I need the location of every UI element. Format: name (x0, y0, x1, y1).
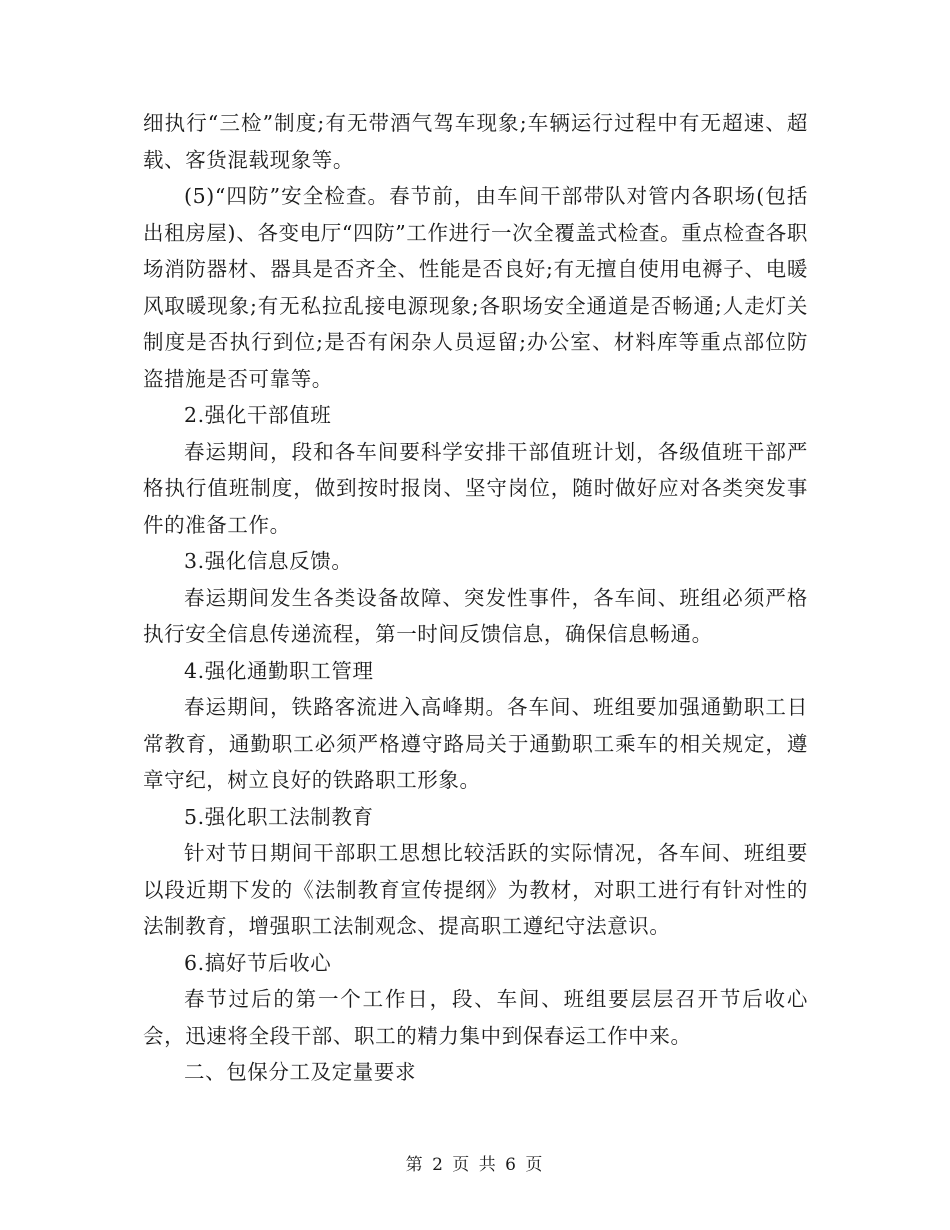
heading-commuter-management: 4.强化通勤职工管理 (184, 658, 374, 683)
paragraph-post-holiday: 春节过后的第一个工作日，段、车间、班组要层层召开节后收心会，迅速将全段干部、职工的精力集中到保春运工作中来。 (143, 987, 808, 1048)
paragraph-four-prevention-check: (5)“四防”安全检查。春节前，由车间干部带队对管内各职场(包括出租房屋)、各变电厅“四防”工作进行一次全覆盖式检查。重点检查各职场消防器材、器具是否齐全、性能是否良好;有无擅自使用电褥子、电暖风取暖现象;有无私拉乱接电源现象;各职场安全通道是否畅通;人走灯关制度是否执行到位;是否有闲杂人员逗留;办公室、材料库等重点部位防盗措施是否可靠等。 (143, 184, 808, 391)
paragraph-info-feedback: 春运期间发生各类设备故障、突发性事件，各车间、班组必须严格执行安全信息传递流程，第一时间反馈信息，确保信息畅通。 (143, 585, 808, 646)
paragraph-cadre-duty: 春运期间，段和各车间要科学安排干部值班计划，各级值班干部严格执行值班制度，做到按时报岗、坚守岗位，随时做好应对各类突发事件的准备工作。 (143, 439, 808, 537)
section-heading-responsibilities: 二、包保分工及定量要求 (184, 1060, 417, 1084)
document-body (143, 105, 808, 1091)
page-footer: 第 2 页 共 6 页 (405, 1155, 545, 1175)
heading-legal-education: 5.强化职工法制教育 (184, 804, 374, 829)
paragraph-continuation: 细执行“三检”制度;有无带酒气驾车现象;车辆运行过程中有无超速、超载、客货混载现象等。 (143, 111, 808, 172)
heading-info-feedback: 3.强化信息反馈。 (184, 549, 353, 573)
heading-post-holiday: 6.搞好节后收心 (184, 950, 332, 975)
heading-cadre-duty: 2.强化干部值班 (184, 403, 332, 427)
paragraph-legal-education: 针对节日期间干部职工思想比较活跃的实际情况，各车间、班组要以段近期下发的《法制教育宣传提纲》为教材，对职工进行有针对性的法制教育，增强职工法制观念、提高职工遵纪守法意识。 (143, 841, 808, 938)
paragraph-commuter-management: 春运期间，铁路客流进入高峰期。各车间、班组要加强通勤职工日常教育，通勤职工必须严格遵守路局关于通勤职工乘车的相关规定，遵章守纪，树立良好的铁路职工形象。 (143, 695, 808, 792)
